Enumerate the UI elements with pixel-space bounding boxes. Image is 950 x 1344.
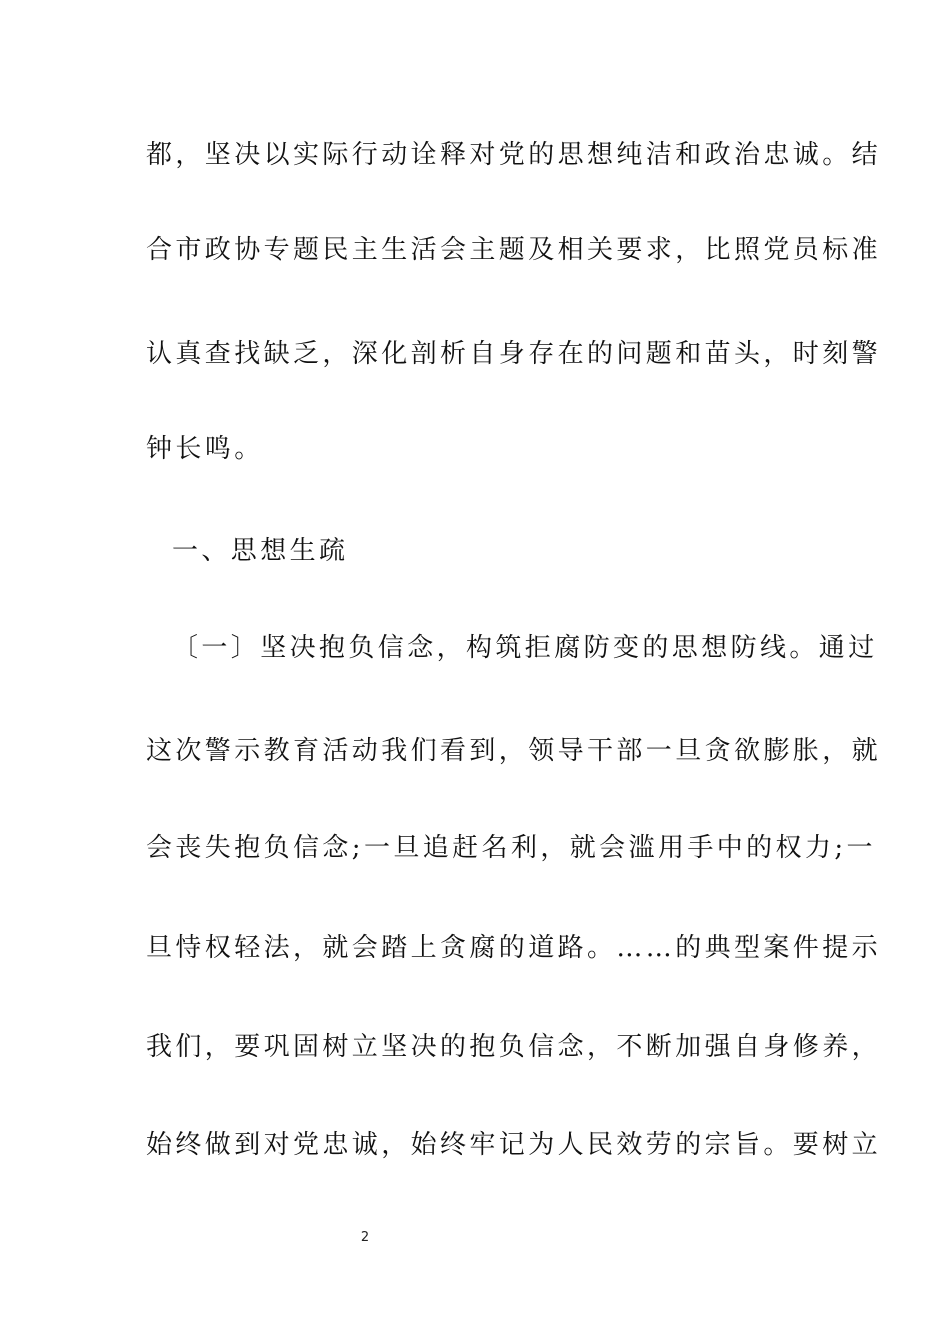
body-text-line: 认真查找缺乏，深化剖析自身存在的问题和苗头，时刻警 (146, 339, 882, 369)
body-text-line: 始终做到对党忠诚，始终牢记为人民效劳的宗旨。要树立 (146, 1130, 882, 1160)
body-text-line: 合市政协专题民主生活会主题及相关要求，比照党员标准 (146, 235, 882, 265)
body-text-line: 我们，要巩固树立坚决的抱负信念，不断加强自身修养， (146, 1032, 882, 1062)
body-text-line: 钟长鸣。 (146, 434, 264, 464)
body-text-line: 都，坚决以实际行动诠释对党的思想纯洁和政治忠诚。结 (146, 140, 882, 170)
page-number: 2 (360, 1230, 370, 1245)
subsection-heading-line: 〔一〕坚决抱负信念，构筑拒腐防变的思想防线。通过 (172, 633, 878, 663)
section-heading: 一、思想生疏 (172, 536, 349, 566)
body-text-line: 会丧失抱负信念;一旦追赶名利，就会滥用手中的权力;一 (146, 833, 876, 863)
body-text-line: 这次警示教育活动我们看到，领导干部一旦贪欲膨胀，就 (146, 736, 882, 766)
body-text-line: 旦恃权轻法，就会踏上贪腐的道路。……的典型案件提示 (146, 933, 882, 963)
